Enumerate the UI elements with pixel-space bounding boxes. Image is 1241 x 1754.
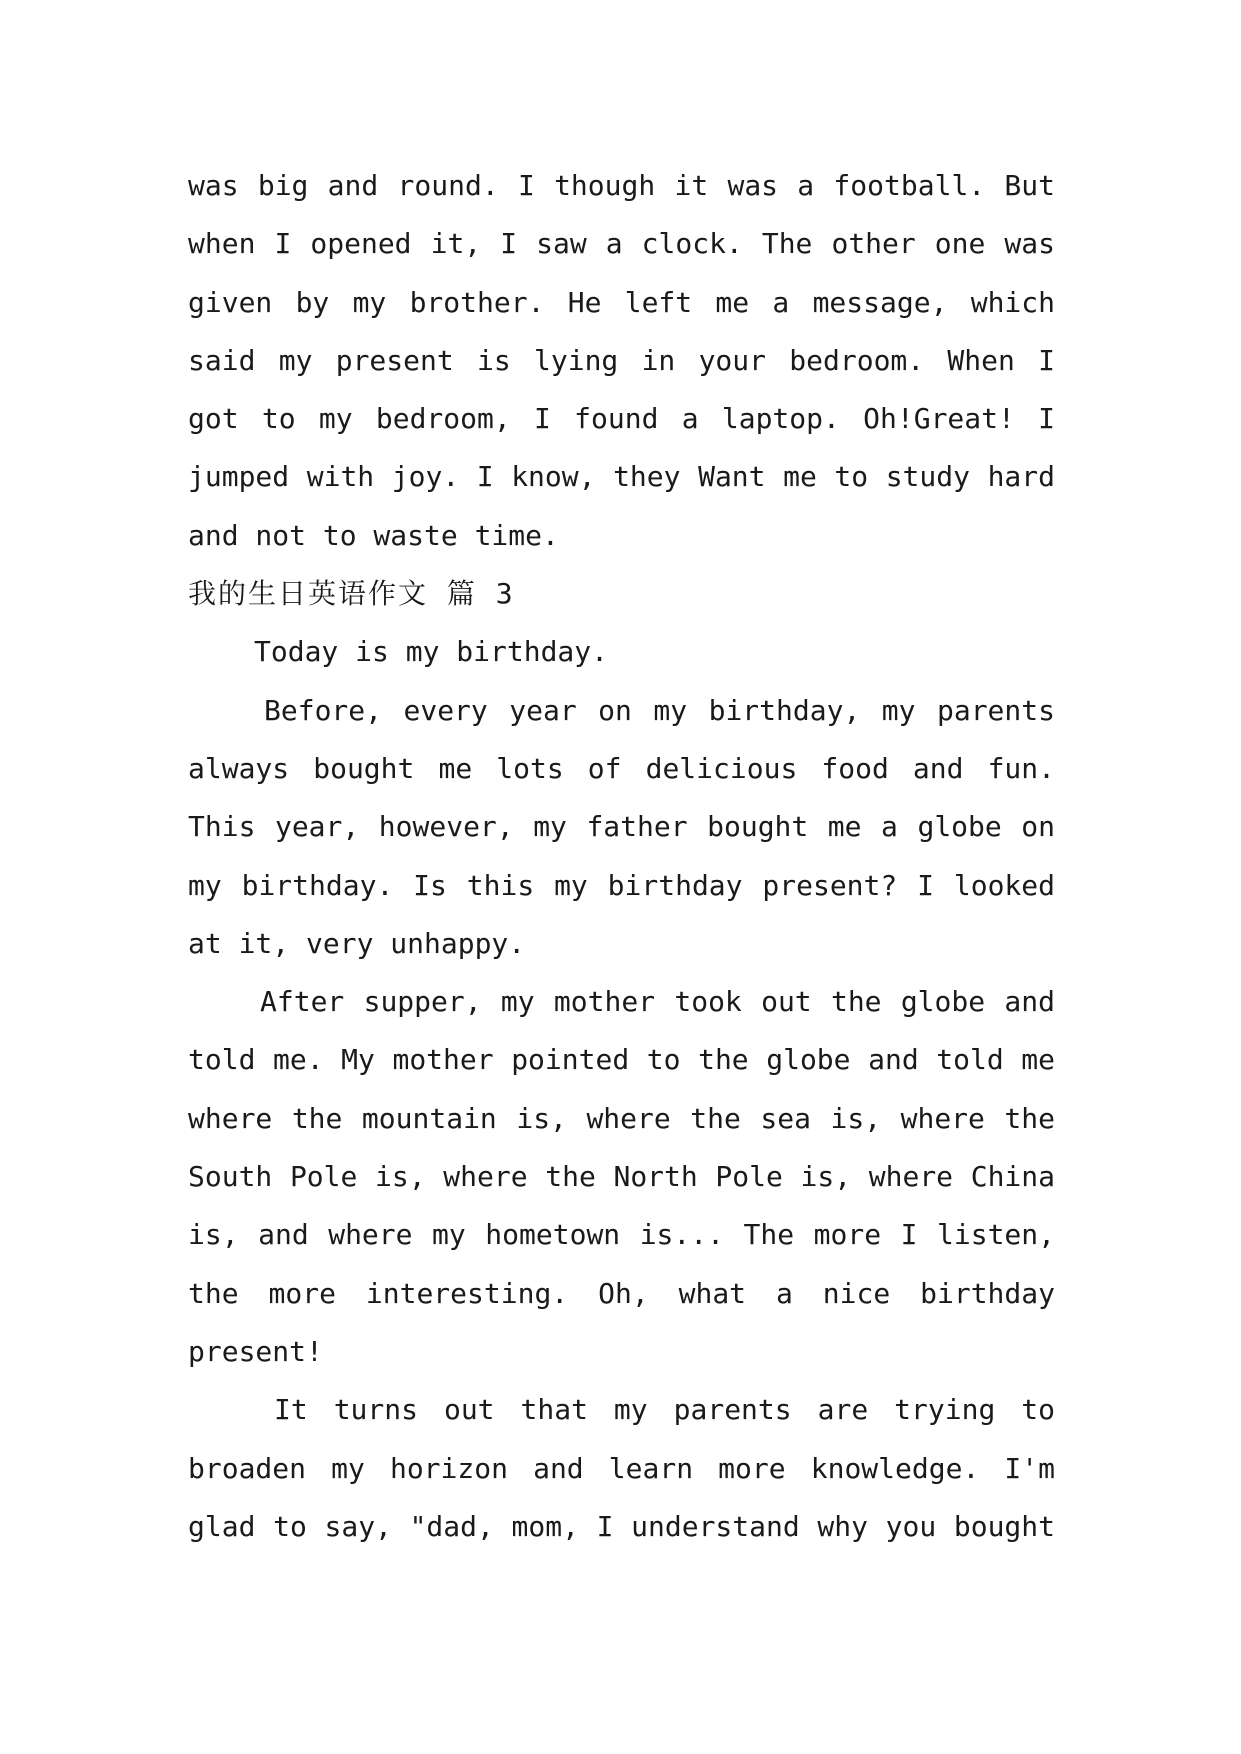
section-heading: 我的生日英语作文 篇 3 (188, 577, 515, 611)
paragraph-5 (188, 1381, 1055, 1556)
document-page (188, 157, 1055, 1556)
text-line: South Pole is, where the North Pole is, where China (188, 1160, 1055, 1194)
text-line: Before, every year on my birthday, my parents (264, 693, 1055, 727)
text-line: got to my bedroom, I found a laptop. Oh!Great! I (188, 402, 1055, 436)
text-line: always bought me lots of delicious food and fun. (188, 751, 1055, 785)
paragraph-4 (188, 973, 1055, 1381)
text-line: at it, very unhappy. (188, 926, 526, 960)
text-line: told me. My mother pointed to the globe and told me (188, 1043, 1055, 1077)
text-line: and not to waste time. (188, 518, 559, 552)
paragraph-2 (188, 623, 1055, 681)
text-line: jumped with joy. I know, they Want me to study hard (188, 460, 1055, 494)
paragraph-1 (188, 157, 1055, 565)
text-line: was big and round. I though it was a football. But (188, 169, 1055, 202)
text-line: where the mountain is, where the sea is, where the (188, 1101, 1055, 1135)
text-line: broaden my horizon and learn more knowledge. I'm (188, 1451, 1055, 1485)
text-line: when I opened it, I saw a clock. The other one was (188, 227, 1055, 261)
text-line: my birthday. Is this my birthday present? I looked (188, 868, 1055, 902)
text-line: the more interesting. Oh, what a nice birthday (188, 1276, 1055, 1310)
text-line: given by my brother. He left me a message, which (188, 285, 1055, 319)
text-line: present! (188, 1334, 323, 1368)
text-line: glad to say, "dad, mom, I understand why you bought (188, 1509, 1055, 1543)
text-line: Today is my birthday. (254, 635, 609, 669)
text-line: After supper, my mother took out the globe and (260, 985, 1055, 1019)
text-line: said my present is lying in your bedroom. When I (188, 343, 1055, 377)
text-line: This year, however, my father bought me a globe on (188, 810, 1055, 844)
paragraph-3 (188, 682, 1055, 973)
text-line: is, and where my hometown is... The more I listen, (188, 1218, 1055, 1252)
text-line: It turns out that my parents are trying to (274, 1393, 1055, 1427)
